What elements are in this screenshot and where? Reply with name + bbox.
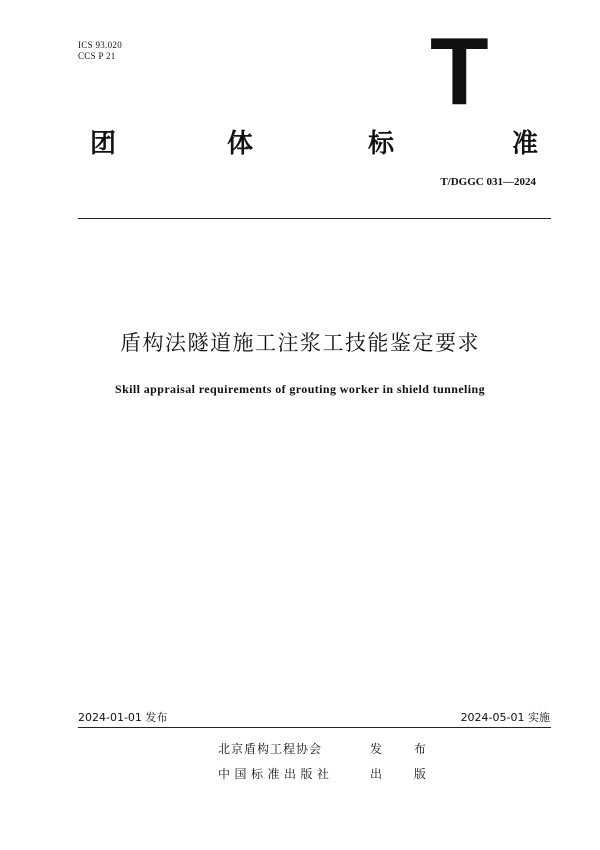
issue-date: 2024-01-01 发布	[78, 711, 168, 724]
standard-type-char-3: 标	[368, 129, 395, 159]
footer-divider	[78, 727, 551, 728]
printer-organization: 中国标准出版社	[218, 767, 334, 781]
standard-type-char-2: 体	[227, 129, 254, 159]
standard-type-char-4: 准	[512, 129, 539, 159]
publisher-row	[218, 742, 440, 756]
document-title-chinese: 盾构法隧道施工注浆工技能鉴定要求	[120, 331, 480, 355]
printer-action: 出 版	[370, 767, 440, 781]
header-divider	[78, 218, 551, 219]
standard-number: T/DGGC 031—2024	[440, 176, 536, 188]
ccs-code: CCS P 21	[78, 51, 116, 61]
ics-code: ICS 93.020	[78, 40, 123, 50]
publisher-action: 发 布	[370, 742, 440, 756]
implementation-date: 2024-05-01 实施	[460, 711, 550, 724]
printer-row	[218, 767, 440, 781]
document-title-english: Skill appraisal requirements of grouting worker in shield tunneling	[115, 382, 485, 396]
standard-type-char-1: 团	[90, 129, 117, 159]
publisher-organization: 北京盾构工程协会	[218, 742, 323, 756]
standard-logo-letter: T	[430, 18, 489, 125]
